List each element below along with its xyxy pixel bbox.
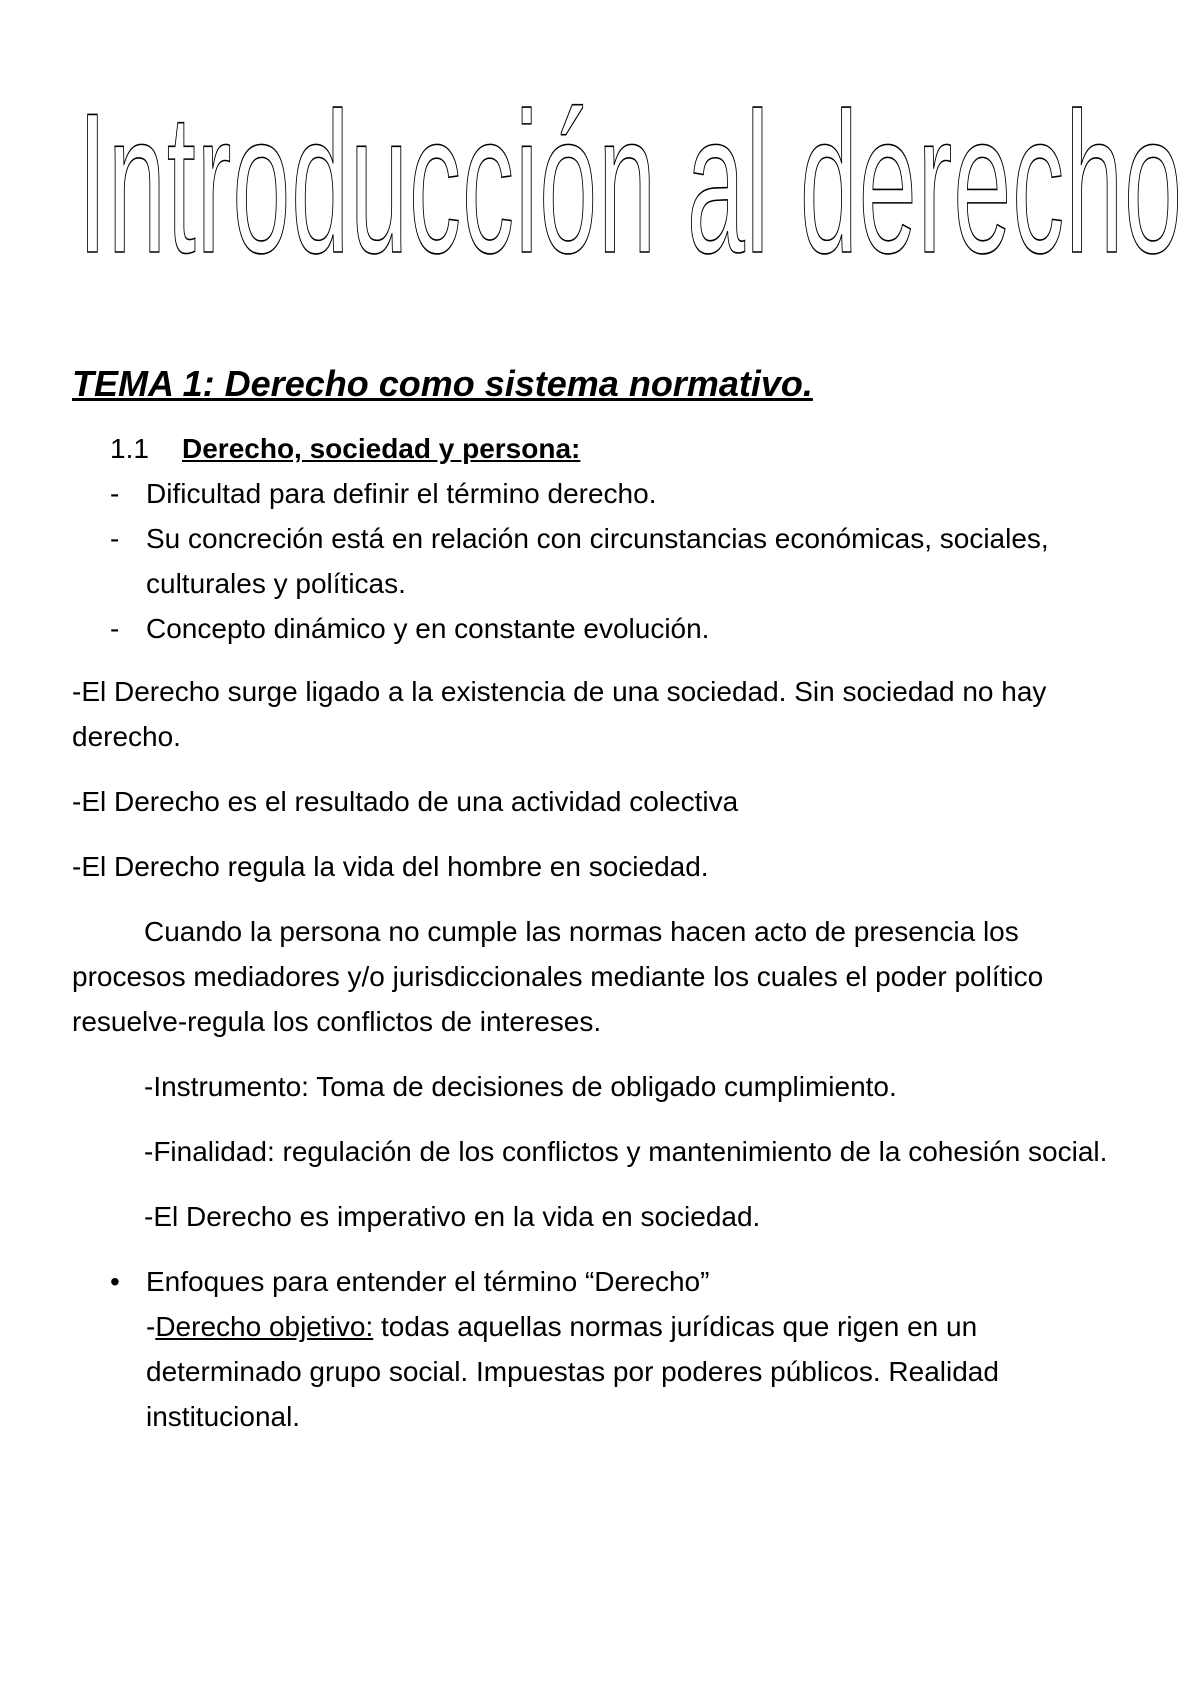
bullet-icon: • xyxy=(110,1266,120,1297)
definition-text: todas aquellas normas jurídicas que rigen en un determinado grupo social. Impuestas por poderes públicos. Realidad institucional. xyxy=(146,1311,999,1432)
list-item-text: Concepto dinámico y en constante evolución. xyxy=(146,613,710,644)
dash-marker: - xyxy=(110,523,120,554)
bullet-content xyxy=(146,1259,1132,1439)
definition-term: Derecho objetivo: xyxy=(155,1311,374,1342)
title-outline-svg xyxy=(78,62,1188,292)
list-item xyxy=(110,516,1132,606)
definition-prefix: - xyxy=(146,1311,156,1342)
dash-list xyxy=(110,471,1132,651)
list-item xyxy=(110,606,1132,651)
paragraph: -Finalidad: regulación de los conflictos y mantenimiento de la cohesión social. xyxy=(144,1136,1108,1167)
dash-marker: - xyxy=(110,478,120,509)
section-number: 1.1 xyxy=(110,433,149,464)
bullet-item xyxy=(110,1259,1132,1439)
list-item-text: Su concreción está en relación con circunstancias económicas, sociales, culturales y políticas. xyxy=(146,523,1049,599)
paragraph: -El Derecho surge ligado a la existencia de una sociedad. Sin sociedad no hay derecho. xyxy=(72,676,1047,752)
paragraph: Cuando la persona no cumple las normas hacen acto de presencia los procesos mediadores y/o jurisdiccionales mediante los cuales el poder político resuelve-regula los conflictos de intereses. xyxy=(72,916,1044,1037)
document-title xyxy=(78,62,1188,292)
bullet-heading: Enfoques para entender el término “Derecho” xyxy=(146,1266,710,1297)
paragraph: -El Derecho es imperativo en la vida en sociedad. xyxy=(144,1201,761,1232)
section-name: Derecho, sociedad y persona: xyxy=(182,433,581,464)
section-heading xyxy=(110,426,1132,471)
list-item-text: Dificultad para definir el término derecho. xyxy=(146,478,657,509)
list-item xyxy=(110,471,1132,516)
title-text: Introducción al derecho xyxy=(78,72,1183,292)
paragraph: -El Derecho es el resultado de una actividad colectiva xyxy=(72,786,739,817)
dash-marker: - xyxy=(110,613,120,644)
paragraph: -Instrumento: Toma de decisiones de obligado cumplimiento. xyxy=(144,1071,897,1102)
document-body xyxy=(72,360,1132,1439)
bullet-definition xyxy=(146,1304,1132,1439)
topic-heading: TEMA 1: Derecho como sistema normativo. xyxy=(72,363,813,404)
paragraph: -El Derecho regula la vida del hombre en sociedad. xyxy=(72,851,709,882)
